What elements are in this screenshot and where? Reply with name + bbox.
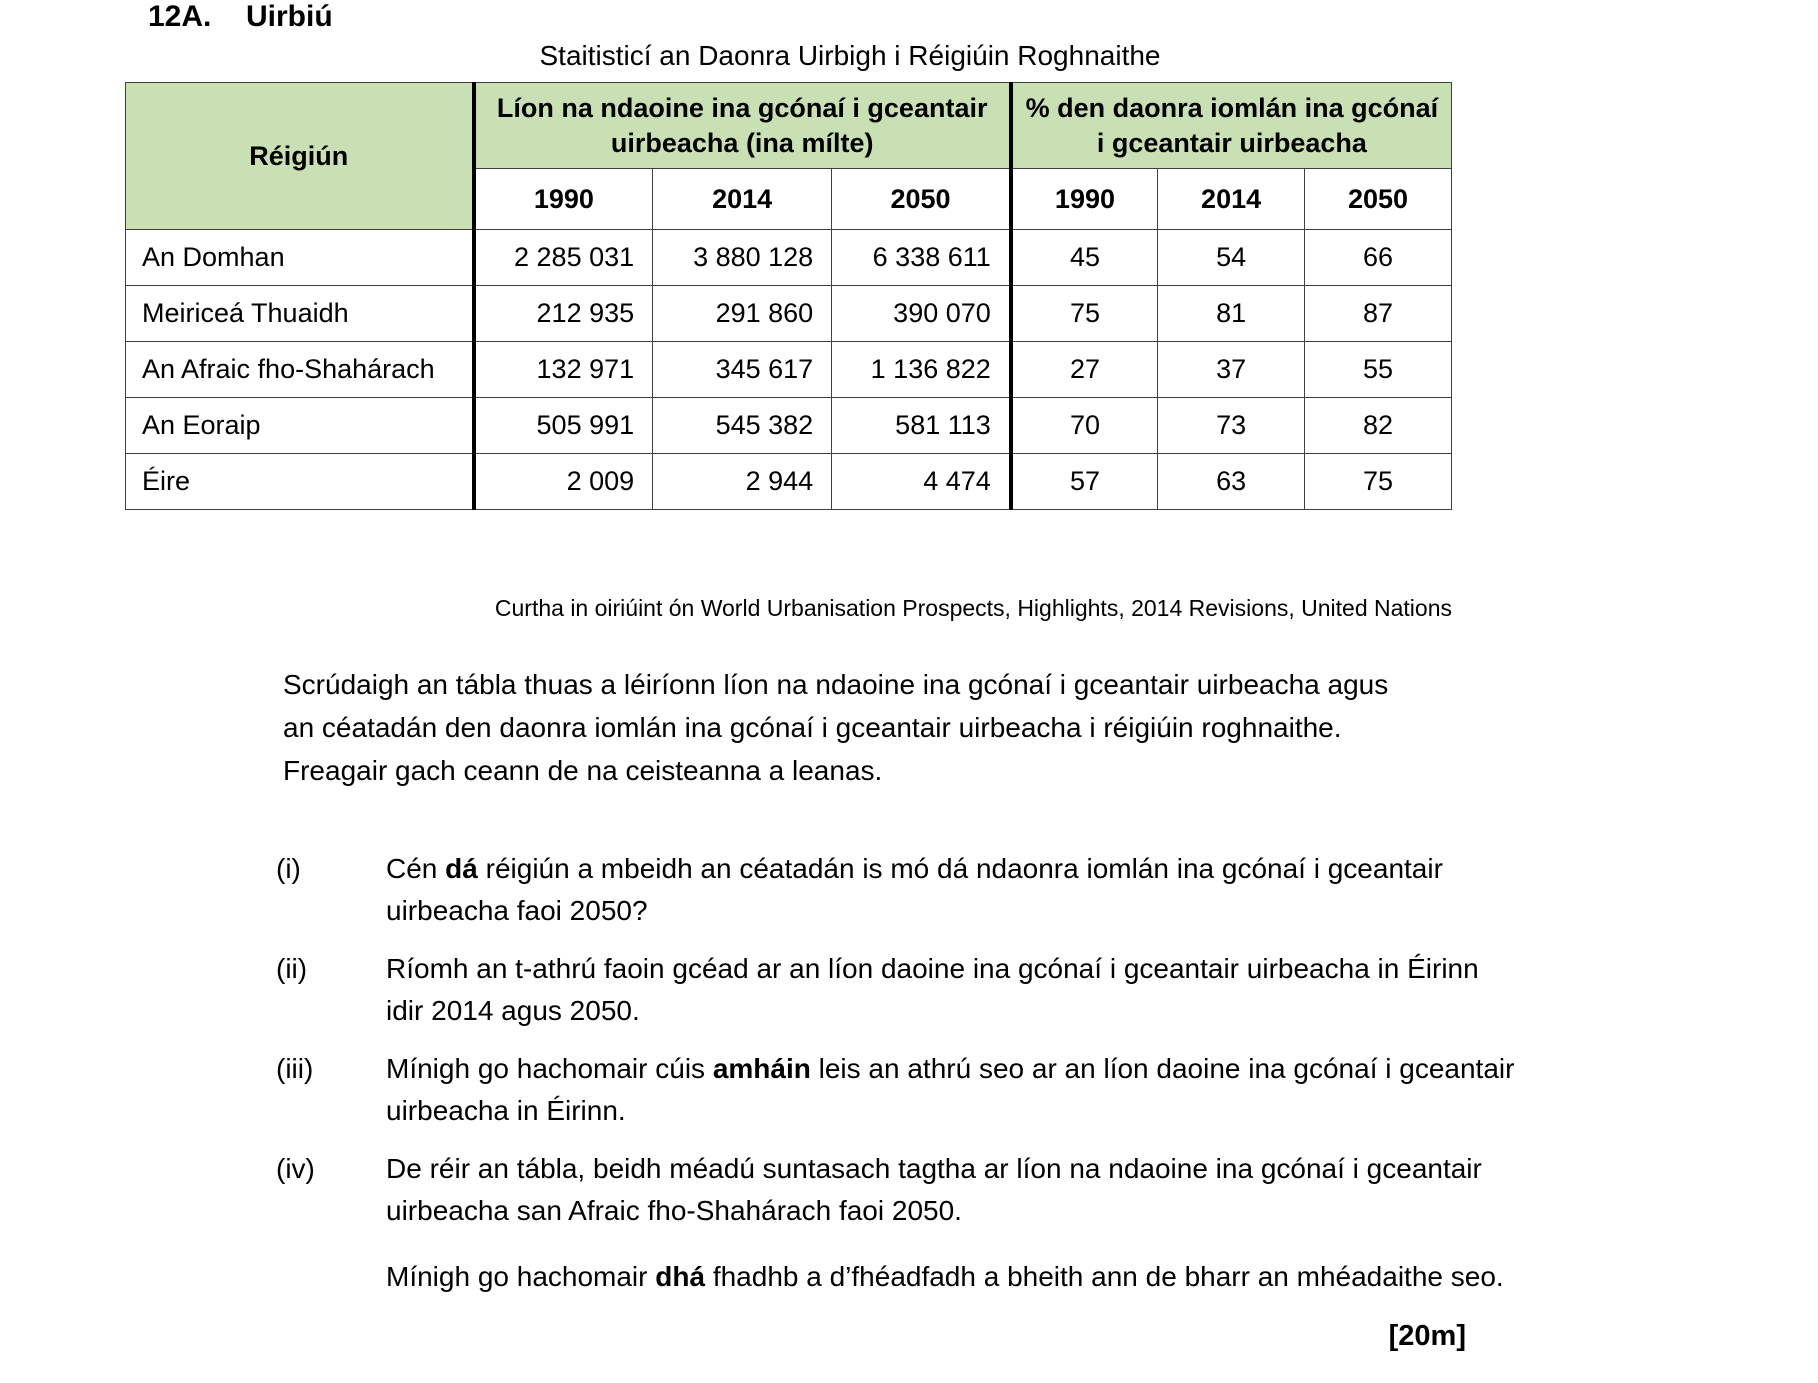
cell-pop-1990: 2 009 [474,454,653,510]
instructions-paragraph [283,664,1483,792]
urban-population-table [125,82,1452,510]
sub-question-text [386,848,1516,932]
header-pct-2050: 2050 [1305,169,1452,230]
cell-pct-2050: 66 [1305,230,1452,286]
text-segment: leis an athrú seo ar an líon daoine ina gcónaí i gceantair uirbeacha in Éirinn. [386,1053,1515,1126]
cell-pct-2014: 81 [1158,286,1305,342]
table-row [126,398,1452,454]
cell-pct-1990: 75 [1011,286,1158,342]
cell-pop-1990: 132 971 [474,342,653,398]
sub-question-text [386,948,1516,1032]
sub-question-i [276,848,1516,932]
sub-question-iv [276,1148,1516,1298]
cell-pop-2014: 545 382 [653,398,832,454]
text-segment: Mínigh go hachomair [386,1261,656,1292]
cell-pct-2014: 63 [1158,454,1305,510]
table-row [126,454,1452,510]
cell-pct-2050: 75 [1305,454,1452,510]
table-row [126,342,1452,398]
table-row [126,286,1452,342]
sub-question-marker: (i) [276,853,301,884]
header-pct-1990: 1990 [1011,169,1158,230]
emphasis-word: amháin [712,1053,811,1084]
cell-pct-2014: 73 [1158,398,1305,454]
text-segment: Mínigh go hachomair cúis [386,1053,713,1084]
table-source-citation: Curtha in oiriúint ón World Urbanisation Prospects, Highlights, 2014 Revisions, United Nations [494,595,1452,621]
text-segment: De réir an tábla, beidh méadú suntasach tagtha ar líon na ndaoine ina gcónaí i gceantair uirbeacha san Afraic fho-Shahárach faoi 2050. [386,1153,1482,1226]
cell-pct-1990: 27 [1011,342,1158,398]
cell-pop-1990: 2 285 031 [474,230,653,286]
cell-pct-1990: 70 [1011,398,1158,454]
text-segment: fhadhb a d’fhéadfadh a bheith ann de bharr an mhéadaithe seo. [705,1261,1504,1292]
instructions-line-2: an céatadán den daonra iomlán ina gcónaí i gceantair uirbeacha i réigiúin roghnaithe. [283,711,1342,743]
cell-pop-2050: 4 474 [832,454,1011,510]
header-percentage-group: % den daonra iomlán ina gcónaí i gceantair uirbeacha [1011,83,1452,169]
cell-pop-2014: 345 617 [653,342,832,398]
header-population-group: Líon na ndaoine ina gcónaí i gceantair uirbeacha (ina mílte) [474,83,1011,169]
cell-pop-2050: 1 136 822 [832,342,1011,398]
sub-question-text [386,1048,1516,1132]
header-pop-2014: 2014 [653,169,832,230]
cell-pop-2014: 291 860 [653,286,832,342]
row-region-label: Éire [126,454,474,510]
row-region-label: Meiriceá Thuaidh [126,286,474,342]
question-heading [148,0,333,34]
text-segment: Ríomh an t-athrú faoin gcéad ar an líon daoine ina gcónaí i gceantair uirbeacha in Éirinn idir 2014 agus 2050. [386,953,1479,1026]
statistics-table-wrapper [125,82,1452,510]
cell-pop-2014: 2 944 [653,454,832,510]
header-region: Réigiún [126,83,474,230]
cell-pct-2050: 55 [1305,342,1452,398]
cell-pct-2014: 37 [1158,342,1305,398]
cell-pop-2050: 581 113 [832,398,1011,454]
emphasis-word: dá [445,853,478,884]
sub-question-ii [276,948,1516,1032]
cell-pop-2050: 6 338 611 [832,230,1011,286]
cell-pop-2014: 3 880 128 [653,230,832,286]
instructions-line-1: Scrúdaigh an tábla thuas a léiríonn líon na ndaoine ina gcónaí i gceantair uirbeacha agus [283,669,1389,700]
table-caption: Staitisticí an Daonra Uirbigh i Réigiúin Roghnaithe [539,40,1161,71]
text-segment: réigiún a mbeidh an céatadán is mó dá ndaonra iomlán ina gcónaí i gceantair uirbeacha faoi 2050? [386,853,1443,926]
table-group-header-row [126,83,1452,169]
cell-pct-1990: 57 [1011,454,1158,510]
text-segment: Cén [386,853,446,884]
sub-question-text [386,1148,1516,1298]
header-pct-2014: 2014 [1158,169,1305,230]
cell-pop-2050: 390 070 [832,286,1011,342]
header-pop-2050: 2050 [832,169,1011,230]
table-row [126,230,1452,286]
cell-pct-2050: 87 [1305,286,1452,342]
sub-question-iii [276,1048,1516,1132]
row-region-label: An Eoraip [126,398,474,454]
row-region-label: An Afraic fho-Shahárach [126,342,474,398]
instructions-line-3: Freagair gach ceann de na ceisteanna a leanas. [283,754,883,786]
sub-question-marker: (ii) [276,953,308,984]
sub-question-list [276,848,1516,1314]
cell-pop-1990: 212 935 [474,286,653,342]
cell-pct-1990: 45 [1011,230,1158,286]
marks-allocation: [20m] [1388,1320,1466,1352]
cell-pct-2014: 54 [1158,230,1305,286]
header-pop-1990: 1990 [474,169,653,230]
cell-pct-2050: 82 [1305,398,1452,454]
question-title: Uirbiú [246,0,333,33]
cell-pop-1990: 505 991 [474,398,653,454]
sub-question-marker: (iii) [276,1053,314,1084]
question-number: 12A. [148,0,212,33]
emphasis-word: dhá [655,1261,706,1292]
sub-question-marker: (iv) [276,1153,315,1184]
row-region-label: An Domhan [126,230,474,286]
